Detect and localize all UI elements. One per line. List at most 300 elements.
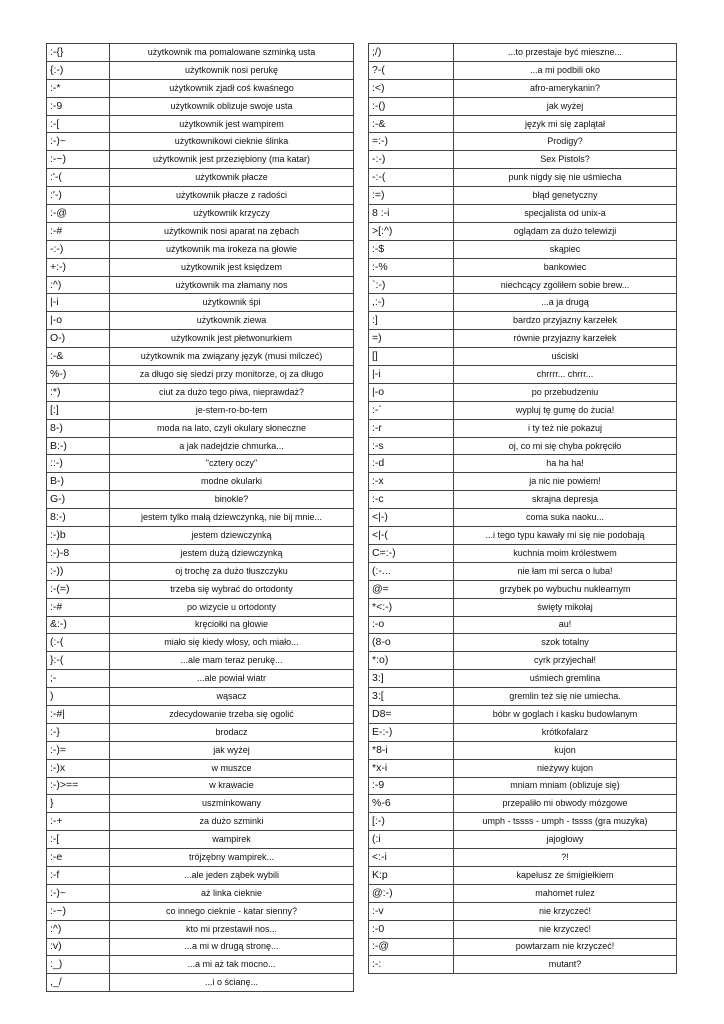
emoticon-code: :-)-8 [47,544,110,562]
emoticon-code: :-& [47,348,110,366]
table-row [369,616,677,634]
emoticon-description: użytkownik jest płetwonurkiem [110,330,354,348]
table-row [47,902,354,920]
table-row [47,151,354,169]
emoticon-code: B-) [47,473,110,491]
table-row [369,831,677,849]
table-row [369,652,677,670]
emoticon-code: }:-( [47,652,110,670]
emoticon-description: skrajna depresja [454,491,677,509]
table-row [47,527,354,545]
emoticon-code: :] [369,312,454,330]
table-row [47,401,354,419]
emoticon-description: użytkownik ma irokeza na głowie [110,240,354,258]
emoticon-code: :^) [47,276,110,294]
emoticon-code: :-c [369,491,454,509]
emoticon-code: B:-) [47,437,110,455]
table-row [47,598,354,616]
emoticon-code: [:-) [369,813,454,831]
table-row [369,670,677,688]
emoticon-code: -:-) [47,240,110,258]
table-row [47,240,354,258]
emoticon-description: w krawacie [110,777,354,795]
emoticon-code: E-:-) [369,723,454,741]
emoticon-code: [:] [47,401,110,419]
emoticon-description: a jak nadejdzie chmurka... [110,437,354,455]
emoticon-description: bankowiec [454,258,677,276]
emoticon-description: powtarzam nie krzyczeć! [454,938,677,956]
table-row [369,741,677,759]
table-row [47,813,354,831]
table-row [47,133,354,151]
emoticon-description: umph - tssss - umph - tssss (gra muzyka) [454,813,677,831]
table-row [369,240,677,258]
emoticon-code: :-x [369,473,454,491]
table-row [369,956,677,974]
table-row [369,97,677,115]
emoticon-code: =) [369,330,454,348]
emoticon-description: równie przyjazny karzełek [454,330,677,348]
table-row [369,312,677,330]
emoticon-code: :=) [369,187,454,205]
table-row [47,509,354,527]
table-row [369,795,677,813]
emoticon-code: ?-( [369,61,454,79]
table-row [47,205,354,223]
emoticon-code: (8-o [369,634,454,652]
table-row [369,169,677,187]
table-row [369,79,677,97]
emoticon-table-left [46,43,354,992]
emoticon-description: użytkownik ma złamany nos [110,276,354,294]
emoticon-table-left-body [47,44,354,992]
emoticon-code: :-o [369,616,454,634]
table-row [47,61,354,79]
table-row [369,920,677,938]
emoticon-code: :-r [369,419,454,437]
emoticon-description: nie krzyczeć! [454,920,677,938]
emoticon-code: K:p [369,866,454,884]
emoticon-description: użytkownik ma związany język (musi milczeć) [110,348,354,366]
emoticon-code: :^) [47,920,110,938]
emoticon-code: :-)x [47,759,110,777]
table-row [47,759,354,777]
table-row [47,580,354,598]
emoticon-description: ...to przestaje być mieszne... [454,44,677,62]
emoticon-description: "cztery oczy" [110,455,354,473]
emoticon-description: ...ale powiał wiatr [110,670,354,688]
table-row [369,205,677,223]
emoticon-code: :-@ [47,205,110,223]
table-row [47,419,354,437]
emoticon-code: -:-( [369,169,454,187]
table-row [47,616,354,634]
emoticon-code: %-6 [369,795,454,813]
emoticon-code: :_) [47,956,110,974]
table-row [369,151,677,169]
table-row [369,437,677,455]
emoticon-description: kujon [454,741,677,759]
emoticon-description: użytkownik jest księdzem [110,258,354,276]
emoticon-description: za długo się siedzi przy monitorze, oj za długo [110,366,354,384]
table-row [369,115,677,133]
emoticon-description: coma suka naoku... [454,509,677,527]
emoticon-description: Sex Pistols? [454,151,677,169]
emoticon-code: >[:^) [369,222,454,240]
emoticon-description: kręciołki na głowie [110,616,354,634]
emoticon-description: zdecydowanie trzeba się ogolić [110,705,354,723]
emoticon-description: język mi się zaplątał [454,115,677,133]
emoticon-code: :-)>== [47,777,110,795]
emoticon-description: jestem dziewczynką [110,527,354,545]
table-row [47,723,354,741]
table-row [369,580,677,598]
table-row [47,115,354,133]
emoticon-code: :<) [369,79,454,97]
emoticon-code: :-& [369,115,454,133]
emoticon-description: użytkownik ziewa [110,312,354,330]
emoticon-code: :-~) [47,902,110,920]
emoticon-description: użytkownik nosi aparat na zębach [110,222,354,240]
emoticon-code: :v) [47,938,110,956]
emoticon-description: specjalista od unix-a [454,205,677,223]
emoticon-code: @= [369,580,454,598]
emoticon-description: szok totalny [454,634,677,652]
emoticon-code: :-~) [47,151,110,169]
emoticon-description: użytkownik krzyczy [110,205,354,223]
emoticon-code: :-e [47,849,110,867]
emoticon-description: użytkownikowi cieknie ślinka [110,133,354,151]
emoticon-code: :-$ [369,240,454,258]
emoticon-description: wampirek [110,831,354,849]
emoticon-description: brodacz [110,723,354,741]
emoticon-description: jestem tylko małą dziewczynką, nie bij mnie... [110,509,354,527]
emoticon-description: jestem dużą dziewczynką [110,544,354,562]
emoticon-description: jak wyżej [110,741,354,759]
table-row [47,920,354,938]
emoticon-description: chrrrr... chrrr... [454,366,677,384]
emoticon-description: mahomet rulez [454,884,677,902]
table-row [47,44,354,62]
emoticon-code: @:-) [369,884,454,902]
table-row [369,473,677,491]
table-row [47,884,354,902]
table-row [47,938,354,956]
emoticon-code: :-v [369,902,454,920]
emoticon-description: kapelusz ze śmigiełkiem [454,866,677,884]
emoticon-description: gremlin też się nie umiecha. [454,688,677,706]
emoticon-description: po przebudzeniu [454,383,677,401]
table-row [369,884,677,902]
emoticon-code: :-)~ [47,884,110,902]
table-row [47,491,354,509]
table-row [369,61,677,79]
emoticon-description: użytkownik płacze z radości [110,187,354,205]
table-row [47,383,354,401]
table-row [47,849,354,867]
table-row [47,276,354,294]
emoticon-code: :-#| [47,705,110,723]
emoticon-table-right [368,43,677,974]
emoticon-code: *x-i [369,759,454,777]
emoticon-description: oj, co mi się chyba pokręciło [454,437,677,455]
emoticon-description: oglądam za dużo telewizji [454,222,677,240]
table-row [369,813,677,831]
emoticon-code: } [47,795,110,813]
emoticon-code: (:-( [47,634,110,652]
emoticon-description: kuchnia moim królestwem [454,544,677,562]
emoticon-description: nieżywy kujon [454,759,677,777]
table-row [369,366,677,384]
emoticon-code: 8:-) [47,509,110,527]
emoticon-description: moda na lato, czyli okulary słoneczne [110,419,354,437]
emoticon-description: punk nigdy się nie uśmiecha [454,169,677,187]
table-row [47,562,354,580]
table-row [369,509,677,527]
table-row [369,562,677,580]
emoticon-code: :-[ [47,831,110,849]
emoticon-code: D8= [369,705,454,723]
emoticon-description: au! [454,616,677,634]
emoticon-description: Prodigy? [454,133,677,151]
table-row [47,652,354,670]
emoticon-code: ,:-) [369,294,454,312]
table-row [369,849,677,867]
table-row [369,133,677,151]
emoticon-code: <|-( [369,527,454,545]
emoticon-code: -:-) [369,151,454,169]
emoticon-description: uszminkowany [110,795,354,813]
table-row [47,777,354,795]
emoticon-code: ::-) [47,455,110,473]
emoticon-code: :-)= [47,741,110,759]
emoticon-code: |-i [369,366,454,384]
table-row [47,169,354,187]
table-row [47,348,354,366]
table-row [369,44,677,62]
emoticon-description: ja nic nie powiem! [454,473,677,491]
emoticon-description: użytkownik oblizuje swoje usta [110,97,354,115]
emoticon-code: ;/) [369,44,454,62]
emoticon-code: :-d [369,455,454,473]
table-row [369,401,677,419]
emoticon-description: święty mikołaj [454,598,677,616]
emoticon-description: użytkownik ma pomalowane szminką usta [110,44,354,62]
emoticon-code: :-: [369,956,454,974]
emoticon-code: 3:[ [369,688,454,706]
emoticon-description: grzybek po wybuchu nuklearnym [454,580,677,598]
table-row [47,688,354,706]
emoticon-code: |-i [47,294,110,312]
table-row [47,473,354,491]
emoticon-description: cyrk przyjechał! [454,652,677,670]
emoticon-description: ha ha ha! [454,455,677,473]
table-row [47,974,354,992]
emoticon-description: przepaliło mi obwody mózgowe [454,795,677,813]
emoticon-description: bóbr w goglach i kasku budowlanym [454,705,677,723]
emoticon-code: :-() [369,97,454,115]
emoticon-description: jak wyżej [454,97,677,115]
emoticon-description: ...ale jeden ząbek wybili [110,866,354,884]
table-row [47,455,354,473]
table-row [47,258,354,276]
table-row [47,795,354,813]
emoticon-code: *<:-) [369,598,454,616]
emoticon-description: uściski [454,348,677,366]
emoticon-code: :-* [47,79,110,97]
emoticon-description: trzeba się wybrać do ortodonty [110,580,354,598]
emoticon-code: :-9 [47,97,110,115]
emoticon-code: :'-) [47,187,110,205]
table-row [369,634,677,652]
emoticon-description: ciut za dużo tego piwa, nieprawdaż? [110,383,354,401]
emoticon-description: ...a mi w drugą stronę... [110,938,354,956]
table-row [47,544,354,562]
table-row [369,419,677,437]
emoticon-description: jajogłowy [454,831,677,849]
emoticon-description: co innego cieknie - katar sienny? [110,902,354,920]
emoticon-code: O-) [47,330,110,348]
emoticon-code: :'-( [47,169,110,187]
emoticon-description: bardzo przyjazny karzełek [454,312,677,330]
emoticon-code: %-) [47,366,110,384]
table-row [369,187,677,205]
table-row [47,294,354,312]
emoticon-description: ...i o ścianę... [110,974,354,992]
emoticon-description: użytkownik śpi [110,294,354,312]
table-row [369,938,677,956]
table-row [369,258,677,276]
table-row [47,634,354,652]
emoticon-description: trójzębny wampirek... [110,849,354,867]
emoticon-code: :-+ [47,813,110,831]
emoticon-description: ...a ja drugą [454,294,677,312]
table-row [47,97,354,115]
emoticon-code: :-)) [47,562,110,580]
emoticon-description: użytkownik nosi perukę [110,61,354,79]
emoticon-description: wypluj tę gumę do żucia! [454,401,677,419]
emoticon-description: modne okularki [110,473,354,491]
emoticon-code: 8 :-i [369,205,454,223]
emoticon-code: :-)b [47,527,110,545]
emoticon-description: kto mi przestawił nos... [110,920,354,938]
emoticon-description: skąpiec [454,240,677,258]
table-row [369,688,677,706]
emoticon-description: użytkownik jest przeziębiony (ma katar) [110,151,354,169]
emoticon-description: afro-amerykanin? [454,79,677,97]
table-row [369,222,677,240]
table-row [47,831,354,849]
emoticon-description: ...a mi aż tak mocno... [110,956,354,974]
table-row [47,866,354,884]
table-row [369,294,677,312]
emoticon-code: :-# [47,598,110,616]
table-row [369,276,677,294]
emoticon-code: [] [369,348,454,366]
emoticon-description: ?! [454,849,677,867]
emoticon-code: {:-) [47,61,110,79]
emoticon-code: =:-) [369,133,454,151]
emoticon-code: <|-) [369,509,454,527]
emoticon-code: &:-) [47,616,110,634]
table-row [47,366,354,384]
emoticon-description: miało się kiedy włosy, och miało... [110,634,354,652]
emoticon-description: błąd genetyczny [454,187,677,205]
table-row [47,79,354,97]
emoticon-description: nie łam mi serca o luba! [454,562,677,580]
emoticon-description: i ty też nie pokazuj [454,419,677,437]
emoticon-code: :-f [47,866,110,884]
emoticon-code: G-) [47,491,110,509]
table-row [369,723,677,741]
table-row [369,348,677,366]
emoticon-description: krótkofalarz [454,723,677,741]
emoticon-description: mniam mniam (oblizuje się) [454,777,677,795]
emoticon-description: nie krzyczeć! [454,902,677,920]
emoticon-description: w muszce [110,759,354,777]
table-row [369,598,677,616]
emoticon-code: :-9 [369,777,454,795]
emoticon-code: |-o [369,383,454,401]
emoticon-description: użytkownik płacze [110,169,354,187]
table-row [47,330,354,348]
emoticon-description: mutant? [454,956,677,974]
table-row [369,455,677,473]
emoticon-code: |-o [47,312,110,330]
emoticon-code: 3:] [369,670,454,688]
emoticon-code: :-{} [47,44,110,62]
emoticon-description: aż linka cieknie [110,884,354,902]
table-row [47,956,354,974]
emoticon-description: użytkownik jest wampirem [110,115,354,133]
emoticon-code: :-` [369,401,454,419]
table-row [47,741,354,759]
emoticon-description: je-stem-ro-bo-tem [110,401,354,419]
table-row [47,705,354,723]
emoticon-code: ,_/ [47,974,110,992]
emoticon-code: :-% [369,258,454,276]
emoticon-code: :-# [47,222,110,240]
table-row [369,544,677,562]
emoticon-code: :-s [369,437,454,455]
table-row [369,866,677,884]
emoticon-code: ;- [47,670,110,688]
table-row [369,777,677,795]
emoticon-code: :-[ [47,115,110,133]
emoticon-description: po wizycie u ortodonty [110,598,354,616]
emoticon-code: +:-) [47,258,110,276]
emoticon-description: uśmiech gremlina [454,670,677,688]
table-row [47,187,354,205]
table-row [47,670,354,688]
emoticon-code: :-@ [369,938,454,956]
emoticon-description: użytkownik zjadł coś kwaśnego [110,79,354,97]
emoticon-code: (:i [369,831,454,849]
emoticon-table-right-body [369,44,677,974]
table-row [47,312,354,330]
emoticon-description: wąsacz [110,688,354,706]
emoticon-description: oj trochę za dużo tłuszczyku [110,562,354,580]
emoticon-code: :-0 [369,920,454,938]
emoticon-code: 8-) [47,419,110,437]
table-row [369,491,677,509]
table-row [369,383,677,401]
table-row [369,705,677,723]
emoticon-description: binokle? [110,491,354,509]
emoticon-code: C=:-) [369,544,454,562]
table-row [369,527,677,545]
emoticon-code: (:-... [369,562,454,580]
